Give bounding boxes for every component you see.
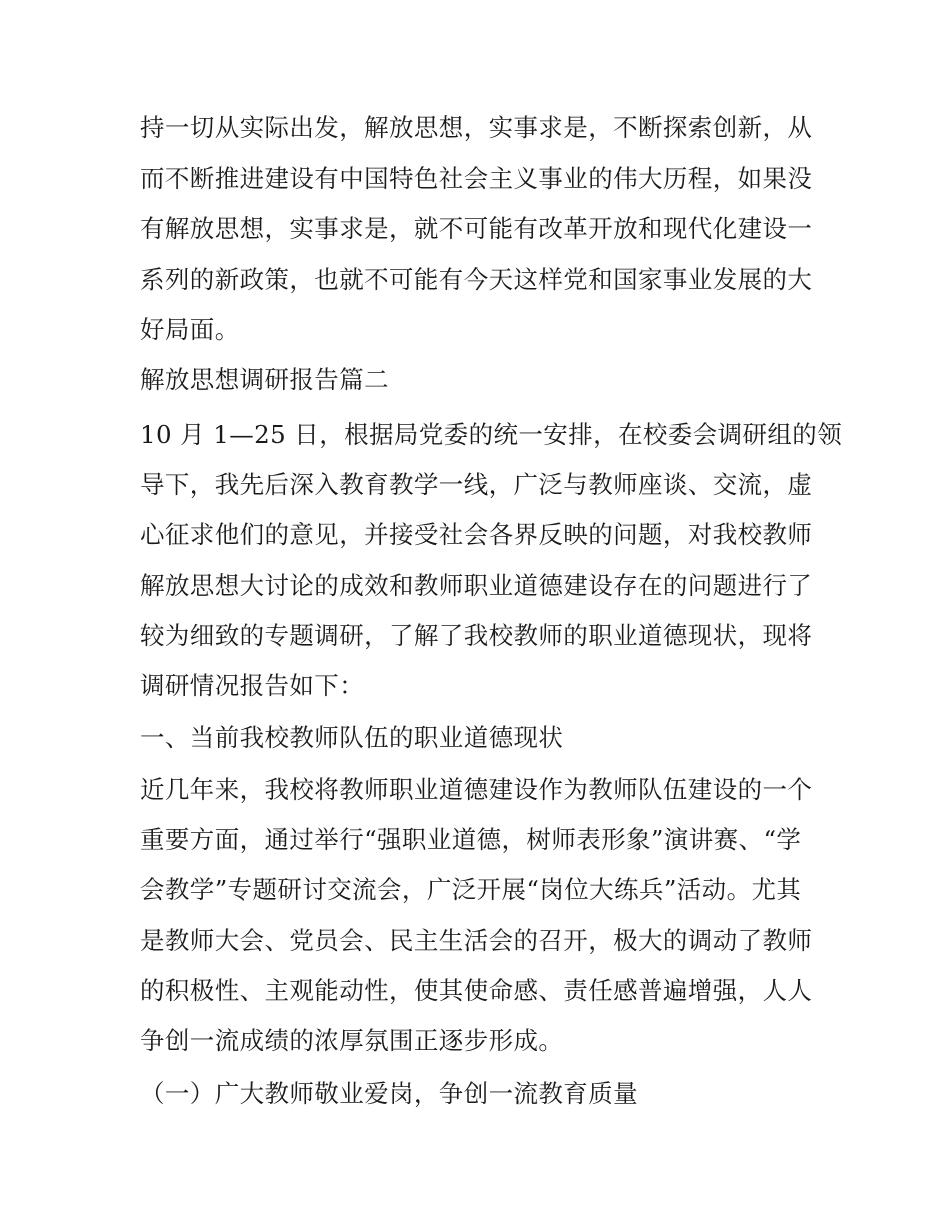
text-line: 持一切从实际出发，解放思想，实事求是，不断探索创新，从	[140, 113, 813, 142]
text-line: 近几年来，我校将教师职业道德建设作为教师队伍建设的一个	[140, 775, 813, 804]
text-line: 有解放思想，实事求是，就不可能有改革开放和现代化建设一	[140, 214, 813, 243]
text-line: 争创一流成绩的浓厚氛围正逐步形成。	[140, 1026, 564, 1055]
text-line: 心征求他们的意见，并接受社会各界反映的问题，对我校教师	[140, 520, 813, 549]
text-line: 系列的新政策，也就不可能有今天这样党和国家事业发展的大	[140, 265, 813, 294]
text-line: 的积极性、主观能动性，使其使命感、责任感普遍增强，人人	[140, 976, 813, 1005]
text-line: 调研情况报告如下：	[140, 671, 365, 700]
subsection-heading: 一、当前我校教师队伍的职业道德现状	[140, 723, 564, 752]
text-line: 较为细致的专题调研，了解了我校教师的职业道德现状，现将	[140, 621, 813, 650]
text-line: 好局面。	[140, 315, 240, 344]
text-line: 解放思想大讨论的成效和教师职业道德建设存在的问题进行了	[140, 571, 813, 600]
subsection-heading: （一）广大教师敬业爱岗，争创一流教育质量	[140, 1079, 638, 1108]
text-line: 而不断推进建设有中国特色社会主义事业的伟大历程，如果没	[140, 164, 813, 193]
text-line: 导下，我先后深入教育教学一线，广泛与教师座谈、交流，虚	[140, 470, 813, 499]
section-heading: 解放思想调研报告篇二	[140, 365, 389, 394]
text-line: 是教师大会、党员会、民主生活会的召开，极大的调动了教师	[140, 926, 813, 955]
text-line: 10 月 1—25 日，根据局党委的统一安排，在校委会调研组的领	[140, 420, 843, 449]
text-line: 重要方面，通过举行“强职业道德，树师表形象”演讲赛、“学	[140, 825, 802, 854]
text-line: 会教学”专题研讨交流会，广泛开展“岗位大练兵”活动。尤其	[140, 875, 802, 904]
